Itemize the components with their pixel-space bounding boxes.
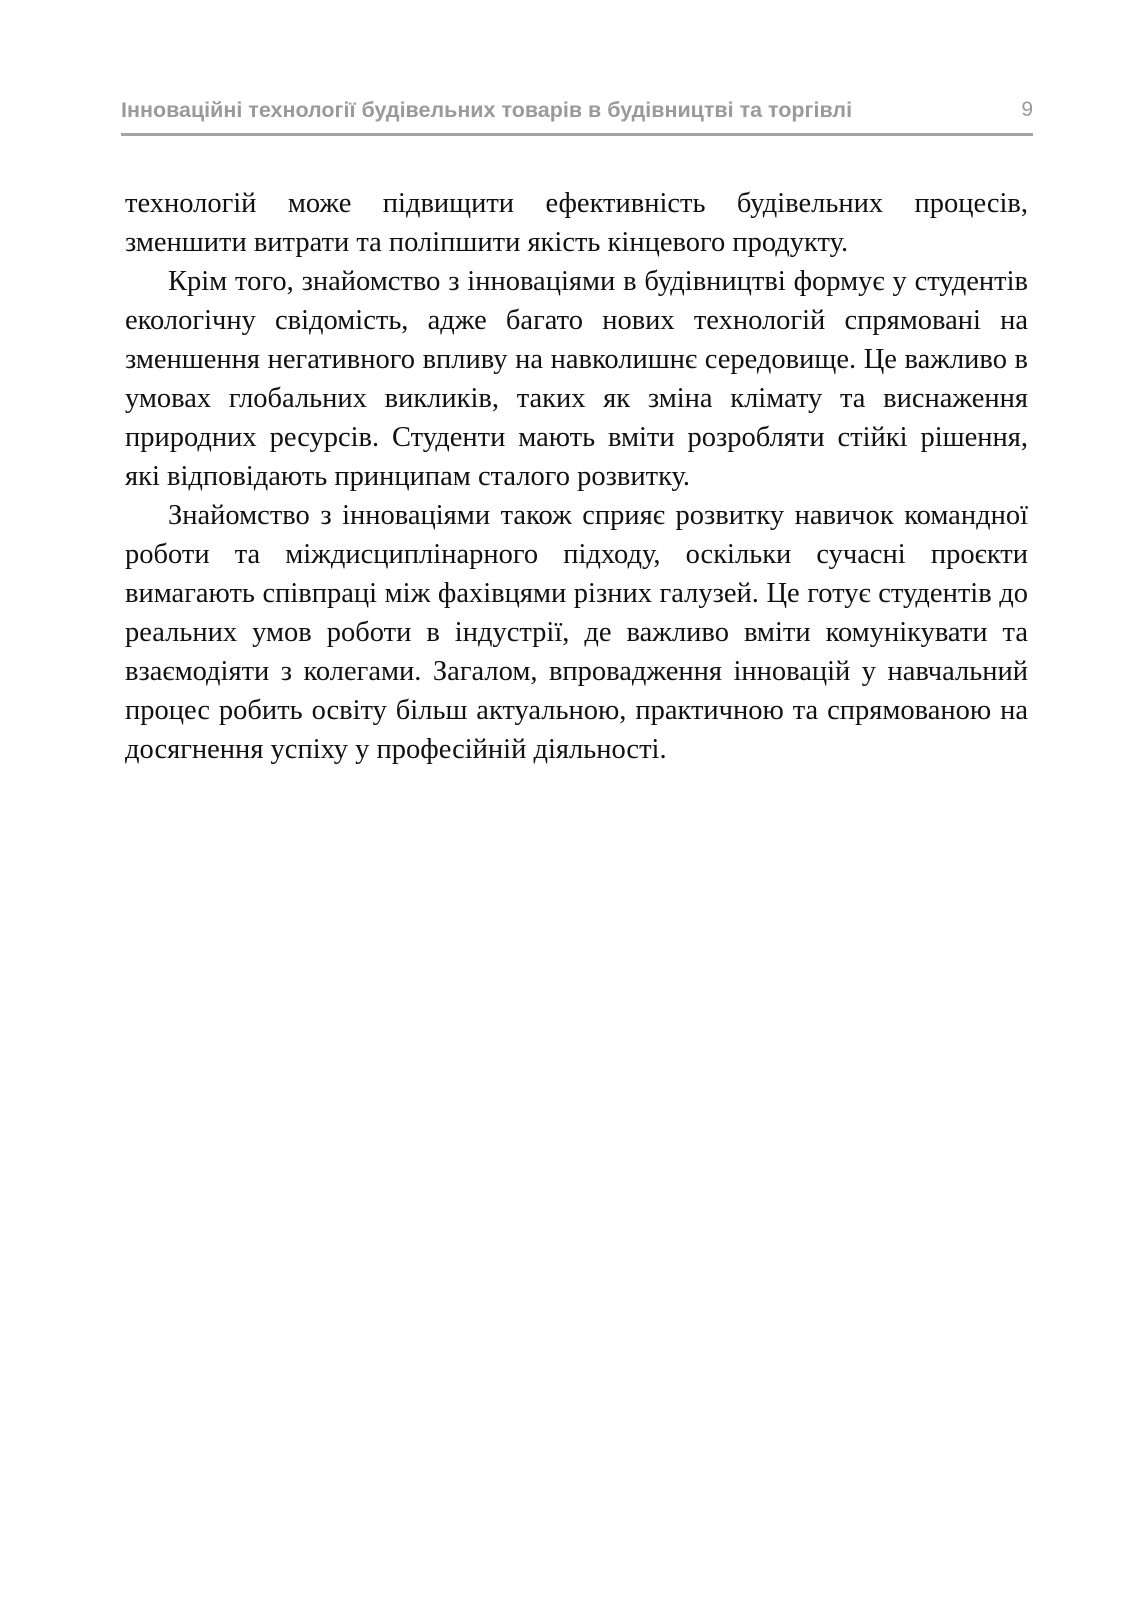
- running-header-title: Інноваційні технології будівельних товарів в будівництві та торгівлі: [121, 98, 853, 122]
- body-text: [125, 184, 1028, 769]
- paragraph: Знайомство з інноваціями також сприяє розвитку навичок командної роботи та міждисциплінарного підходу, оскільки сучасні проєкти вимагають співпраці між фахівцями різних галузей. Це готує студентів до реальних умов роботи в індустрії, де важливо вміти комунікувати та взаємодіяти з колегами. Загалом, впровадження інновацій у навчальний процес робить освіту більш актуальною, практичною та спрямованою на досягнення успіху у професійній діяльності.: [125, 500, 1028, 765]
- header-divider: [121, 133, 1033, 136]
- paragraph-continued: технологій може підвищити ефективність будівельних процесів, зменшити витрати та поліпшити якість кінцевого продукту.: [125, 188, 1028, 258]
- page-number: 9: [1021, 98, 1033, 121]
- paragraph: Крім того, знайомство з інноваціями в будівництві формує у студентів екологічну свідомість, адже багато нових технологій спрямовані на зменшення негативного впливу на навколишнє середовище. Це важливо в умовах глобальних викликів, таких як зміна клімату та виснаження природних ресурсів. Студенти мають вміти розробляти стійкі рішення, які відповідають принципам сталого розвитку.: [125, 266, 1028, 492]
- running-header: [121, 96, 1033, 136]
